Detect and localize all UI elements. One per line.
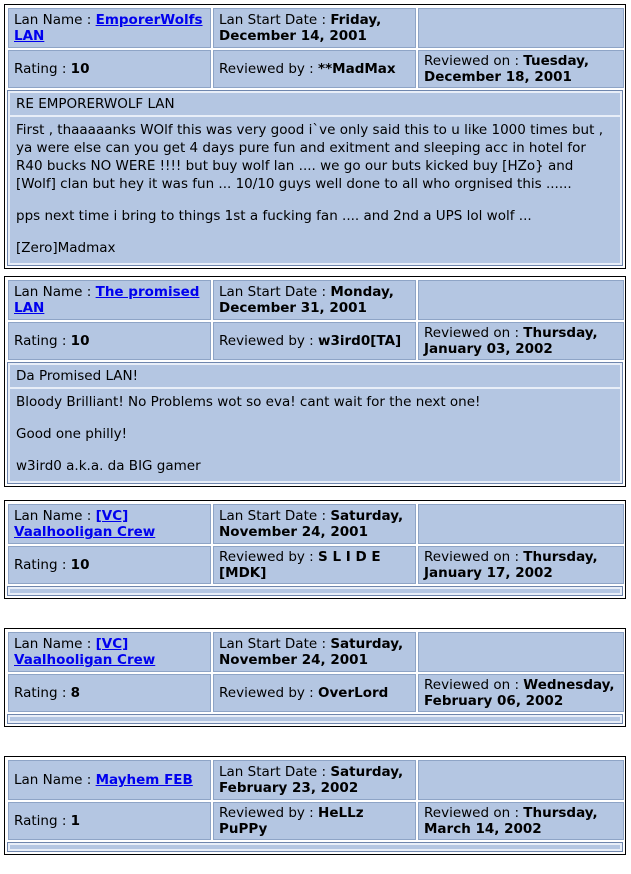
reviewed-by-value: OverLord bbox=[318, 685, 389, 701]
rating-label: Rating : bbox=[14, 333, 71, 349]
review-text bbox=[10, 117, 620, 263]
lan-name-label: Lan Name : bbox=[14, 12, 96, 28]
reviewed-by-cell bbox=[213, 322, 416, 360]
reviewed-by-label: Reviewed by : bbox=[219, 61, 319, 77]
start-date-cell bbox=[213, 8, 416, 48]
rating-label: Rating : bbox=[14, 61, 71, 77]
review-paragraph: Good one philly! bbox=[16, 426, 128, 442]
lan-name-label: Lan Name : bbox=[14, 772, 96, 788]
reviewed-by-label: Reviewed by : bbox=[219, 685, 319, 701]
reviewed-on-label: Reviewed on : bbox=[424, 325, 524, 341]
empty-cell bbox=[418, 504, 624, 544]
review-body bbox=[8, 363, 622, 483]
rating-label: Rating : bbox=[14, 813, 71, 829]
start-date-cell bbox=[213, 280, 416, 320]
start-date-cell bbox=[213, 504, 416, 544]
reviewed-by-cell bbox=[213, 50, 416, 88]
reviewed-by-cell bbox=[213, 802, 416, 840]
lan-name-link[interactable]: [VC] Vaalhooligan Crew bbox=[14, 508, 156, 540]
review-body-empty bbox=[8, 587, 622, 595]
reviewed-by-label: Reviewed by : bbox=[219, 549, 319, 565]
review-title: RE EMPORERWOLF LAN bbox=[10, 93, 620, 117]
review-header-grid bbox=[8, 504, 622, 584]
lan-name-cell bbox=[8, 632, 211, 672]
start-date-label: Lan Start Date : bbox=[219, 764, 331, 780]
start-date-cell bbox=[213, 760, 416, 800]
reviewed-by-value: HeLLz PuPPy bbox=[219, 805, 364, 837]
lan-name-link[interactable]: Mayhem FEB bbox=[95, 772, 193, 788]
review-body bbox=[8, 91, 622, 265]
reviewed-on-cell bbox=[418, 674, 624, 712]
rating-cell bbox=[8, 322, 211, 360]
reviewed-by-label: Reviewed by : bbox=[219, 805, 319, 821]
reviewed-by-value: w3ird0[TA] bbox=[318, 333, 402, 349]
review-title: Da Promised LAN! bbox=[10, 365, 620, 389]
start-date-value: Saturday, November 24, 2001 bbox=[219, 636, 404, 668]
reviewed-on-cell bbox=[418, 322, 624, 360]
rating-cell bbox=[8, 674, 211, 712]
empty-cell bbox=[418, 632, 624, 672]
empty-cell bbox=[418, 8, 624, 48]
lan-name-cell bbox=[8, 504, 211, 544]
rating-cell bbox=[8, 546, 211, 584]
reviewed-on-value: Tuesday, December 18, 2001 bbox=[424, 53, 590, 85]
rating-value: 8 bbox=[70, 685, 81, 701]
reviewed-by-value: S L I D E [MDK] bbox=[219, 549, 381, 581]
review-card bbox=[4, 628, 626, 727]
reviewed-on-value: Thursday, January 17, 2002 bbox=[424, 549, 598, 581]
start-date-label: Lan Start Date : bbox=[219, 284, 331, 300]
rating-value: 10 bbox=[70, 557, 90, 573]
review-header-grid bbox=[8, 760, 622, 840]
reviewed-on-label: Reviewed on : bbox=[424, 677, 524, 693]
review-card bbox=[4, 756, 626, 855]
review-body-empty bbox=[8, 715, 622, 723]
review-paragraph: [Zero]Madmax bbox=[16, 240, 116, 256]
rating-label: Rating : bbox=[14, 685, 71, 701]
start-date-value: Friday, December 14, 2001 bbox=[219, 12, 382, 44]
rating-cell bbox=[8, 50, 211, 88]
empty-cell bbox=[418, 760, 624, 800]
reviewed-on-cell bbox=[418, 50, 624, 88]
reviewed-by-label: Reviewed by : bbox=[219, 333, 319, 349]
start-date-value: Saturday, November 24, 2001 bbox=[219, 508, 404, 540]
start-date-cell bbox=[213, 632, 416, 672]
lan-name-link[interactable]: The promised LAN bbox=[14, 284, 200, 316]
start-date-value: Monday, December 31, 2001 bbox=[219, 284, 394, 316]
start-date-value: Saturday, February 23, 2002 bbox=[219, 764, 404, 796]
review-card bbox=[4, 4, 626, 269]
reviewed-on-value: Thursday, March 14, 2002 bbox=[424, 805, 598, 837]
lan-name-label: Lan Name : bbox=[14, 284, 96, 300]
rating-value: 10 bbox=[70, 61, 90, 77]
reviewed-on-label: Reviewed on : bbox=[424, 53, 524, 69]
lan-name-cell bbox=[8, 280, 211, 320]
review-paragraph: First , thaaaaanks WOlf this was very good i`ve only said this to u like 1000 times but , ya were else can you get 4 days pure fun and exitment and sleeping acc in hotel for R40 bucks NO WERE !!!! but buy wolf lan .... we go our buts kicked buy [HZo} and [Wolf] clan but hey it was fun ... 10/10 guys well done to all who orgnised this ...... bbox=[16, 122, 603, 192]
start-date-label: Lan Start Date : bbox=[219, 12, 331, 28]
lan-name-label: Lan Name : bbox=[14, 636, 96, 652]
reviewed-on-value: Wednesday, February 06, 2002 bbox=[424, 677, 615, 709]
review-header-grid bbox=[8, 8, 622, 88]
review-text bbox=[10, 389, 620, 481]
review-header-grid bbox=[8, 632, 622, 712]
review-body-empty bbox=[8, 843, 622, 851]
review-card bbox=[4, 500, 626, 599]
reviewed-by-cell bbox=[213, 674, 416, 712]
reviewed-on-cell bbox=[418, 802, 624, 840]
start-date-label: Lan Start Date : bbox=[219, 636, 331, 652]
lan-name-link[interactable]: EmporerWolfs LAN bbox=[14, 12, 203, 44]
reviewed-by-cell bbox=[213, 546, 416, 584]
reviewed-by-value: **MadMax bbox=[318, 61, 396, 77]
reviewed-on-cell bbox=[418, 546, 624, 584]
lan-name-label: Lan Name : bbox=[14, 508, 96, 524]
lan-name-link[interactable]: [VC] Vaalhooligan Crew bbox=[14, 636, 156, 668]
reviewed-on-label: Reviewed on : bbox=[424, 549, 524, 565]
review-card bbox=[4, 276, 626, 487]
lan-name-cell bbox=[8, 760, 211, 800]
review-paragraph: pps next time i bring to things 1st a fucking fan .... and 2nd a UPS lol wolf ... bbox=[16, 208, 532, 224]
review-paragraph: Bloody Brilliant! No Problems wot so eva! cant wait for the next one! bbox=[16, 394, 481, 410]
review-paragraph: w3ird0 a.k.a. da BIG gamer bbox=[16, 458, 201, 474]
empty-cell bbox=[418, 280, 624, 320]
review-header-grid bbox=[8, 280, 622, 360]
rating-label: Rating : bbox=[14, 557, 71, 573]
start-date-label: Lan Start Date : bbox=[219, 508, 331, 524]
rating-cell bbox=[8, 802, 211, 840]
reviewed-on-value: Thursday, January 03, 2002 bbox=[424, 325, 598, 357]
reviewed-on-label: Reviewed on : bbox=[424, 805, 524, 821]
rating-value: 1 bbox=[70, 813, 81, 829]
lan-name-cell bbox=[8, 8, 211, 48]
rating-value: 10 bbox=[70, 333, 90, 349]
